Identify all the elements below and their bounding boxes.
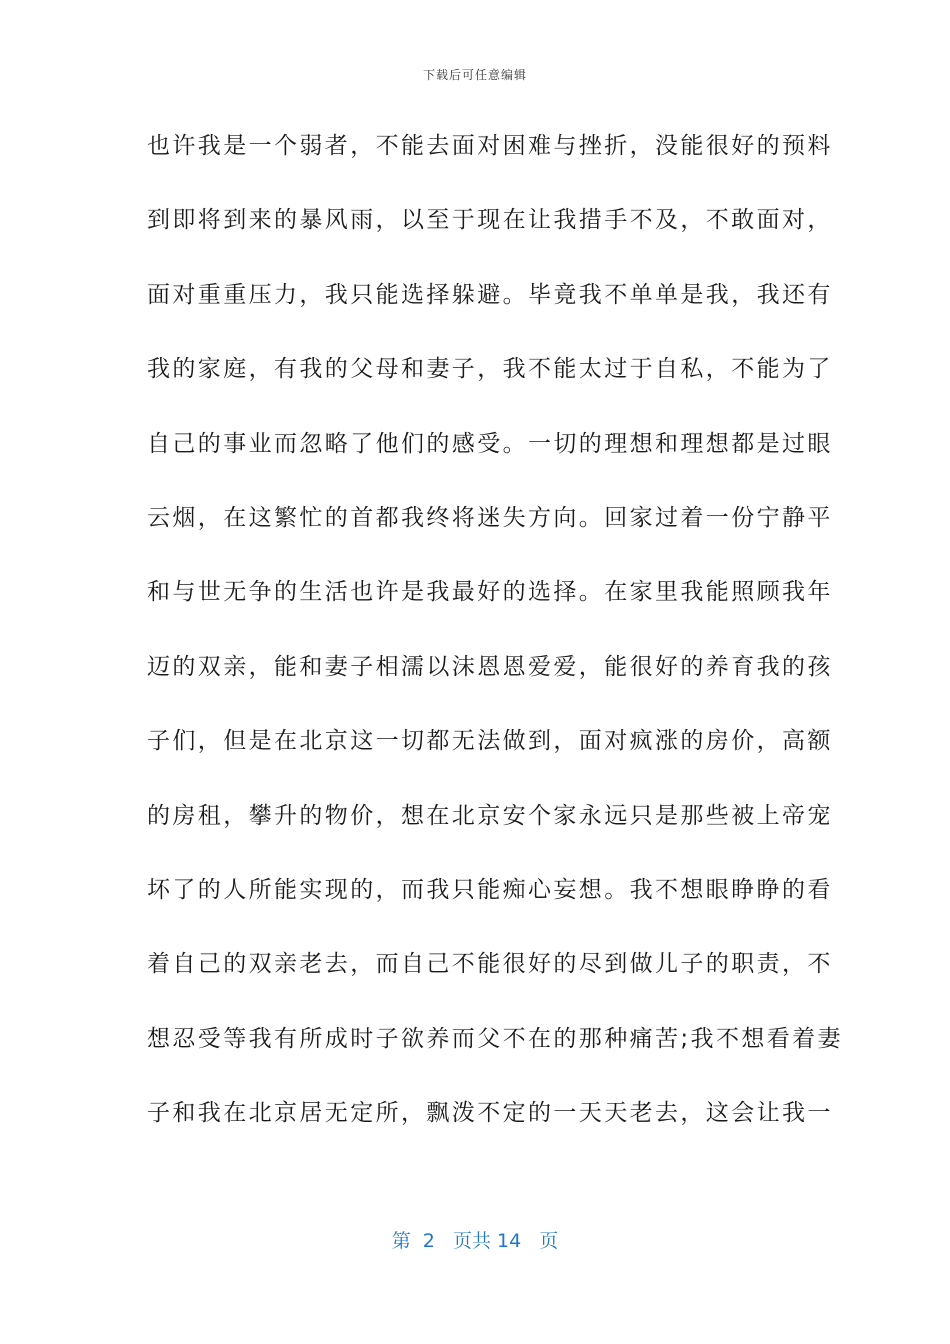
text-line: 子和我在北京居无定所，飘泼不定的一天天老去，这会让我一 (147, 1100, 833, 1127)
text-line: 我的家庭，有我的父母和妻子，我不能太过于自私，不能为了 (147, 356, 833, 383)
text-line: 迈的双亲，能和妻子相濡以沫恩恩爱爱，能很好的养育我的孩 (147, 653, 833, 680)
text-line: 自己的事业而忽略了他们的感受。一切的理想和理想都是过眼 (147, 430, 833, 457)
text-line: 也许我是一个弱者，不能去面对困难与挫折，没能很好的预料 (147, 133, 833, 159)
text-line: 的房租，攀升的物价，想在北京安个家永远只是那些被上帝宠 (147, 802, 833, 829)
text-line: 到即将到来的暴风雨，以至于现在让我措手不及，不敢面对， (147, 207, 833, 234)
text-line: 和与世无争的生活也许是我最好的选择。在家里我能照顾我年 (147, 579, 833, 606)
page-header: 下载后可任意编辑 (422, 68, 527, 82)
text-line: 面对重重压力，我只能选择躲避。毕竟我不单单是我，我还有 (147, 281, 833, 308)
text-line: 子们，但是在北京这一切都无法做到，面对疯涨的房价，高额 (147, 728, 833, 755)
text-line: 着自己的双亲老去，而自己不能很好的尽到做儿子的职责，不 (147, 951, 833, 978)
text-line: 云烟，在这繁忙的首都我终将迷失方向。回家过着一份宁静平 (147, 504, 833, 531)
body-text (147, 124, 843, 1165)
page-number-footer: 第 2 页共 14 页 (391, 1230, 559, 1252)
text-line: 坏了的人所能实现的，而我只能痴心妄想。我不想眼睁睁的看 (147, 876, 833, 903)
text-line: 想忍受等我有所成时子欲养而父不在的那种痛苦;我不想看着妻 (147, 1025, 843, 1052)
